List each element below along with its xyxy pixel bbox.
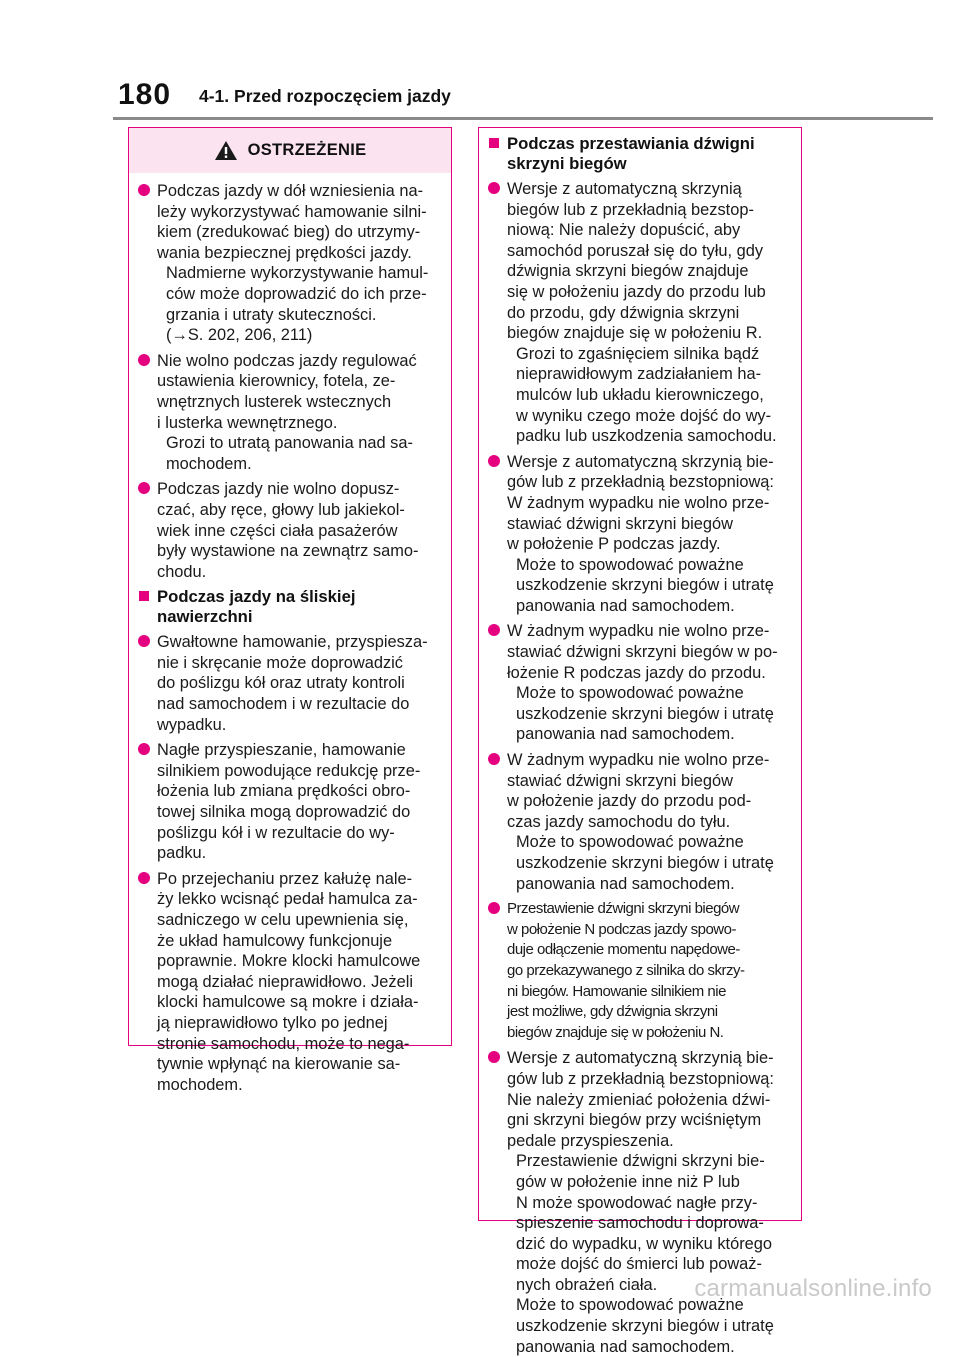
header-divider bbox=[113, 117, 933, 120]
bullet-dot-icon bbox=[488, 455, 500, 467]
warning-item bbox=[137, 740, 445, 864]
warning-text: Podczas jazdy w dół wzniesienia na- leży wykorzystywać hamowanie silni- kiem (zredukować bieg) do utrzymy- wania bezpiecznej prędkości jazdy. bbox=[157, 182, 427, 262]
warning-item bbox=[487, 899, 795, 1043]
warning-note: Grozi to zgaśnięciem silnika bądź nieprawidłowym zadziałaniem ha- mulców lub układu kierowniczego, w wyniku czego może dojść do wy- padku lub uszkodzenia samochodu. bbox=[516, 344, 777, 446]
bullet-dot-icon bbox=[488, 182, 500, 194]
bullet-dot-icon bbox=[138, 872, 150, 884]
warning-triangle-icon bbox=[214, 140, 238, 161]
bullet-dot-icon bbox=[488, 1051, 500, 1063]
section-title: 4-1. Przed rozpoczęciem jazdy bbox=[199, 86, 451, 106]
warning-title-bar bbox=[129, 128, 451, 173]
warning-note: Nadmierne wykorzystywanie hamul- ców może doprowadzić do ich prze- grzania i utraty skuteczności. (→S. 202, 206, 211) bbox=[166, 264, 429, 345]
bullet-dot-icon bbox=[138, 354, 150, 366]
bullet-dot-icon bbox=[138, 743, 150, 755]
warning-item bbox=[137, 632, 445, 735]
subheading bbox=[137, 587, 445, 627]
warning-item bbox=[137, 181, 445, 346]
warning-text: W żadnym wypadku nie wolno prze- stawiać dźwigni skrzyni biegów w po- łożenie R podczas jazdy do przodu. bbox=[507, 622, 778, 682]
warning-text: Przestawienie dźwigni skrzyni biegów w położenie N podczas jazdy spowo- duje odłączenie momentu napędowe- go przekazywanego z silnika do skrzy- ni biegów. Hamowanie silnikiem nie jest możliwe, gdy dźwignia skrzyni biegów znajduje się w położeniu N. bbox=[507, 900, 745, 1041]
warning-item bbox=[487, 750, 795, 894]
warning-box-right bbox=[478, 127, 802, 1356]
bullet-dot-icon bbox=[138, 184, 150, 196]
warning-text: Po przejechaniu przez kałużę nale- ży lekko wcisnąć pedał hamulca za- sadniczego w celu upewnienia się, że układ hamulcowy funkcjonuje poprawnie. Mokre klocki hamulcowe mogą działać nieprawidłowo. Jeżeli klocki hamulcowe są mokre i działa- ją nieprawidłowo tylko po jednej stronie samochodu, może to nega- tywnie wpłynąć na kierowanie sa- mochodem. bbox=[157, 869, 421, 1094]
warning-text: Wersje z automatyczną skrzynią biegów lub z przekładnią bezstop- niową: Nie należy dopuścić, aby samochód poruszał się do tyłu, gdy dźwignia skrzyni biegów znajduje się w położeniu jazdy do przodu lub do przodu, gdy dźwignia skrzyni biegów znajduje się w położeniu R. bbox=[507, 180, 766, 343]
warning-title: OSTRZEŻENIE bbox=[247, 141, 367, 159]
bullet-dot-icon bbox=[138, 635, 150, 647]
square-bullet-icon bbox=[139, 591, 149, 601]
watermark: carmanualsonline.info bbox=[694, 1275, 932, 1302]
bullet-dot-icon bbox=[488, 902, 500, 914]
subheading-text: Podczas jazdy na śliskiej nawierzchni bbox=[157, 587, 356, 627]
warning-text: Nagłe przyspieszanie, hamowanie silnikiem powodujące redukcję prze- łożenia lub zmiana prędkości obro- towej silnika mogą doprowadzić do poślizgu kół i w rezultacie do wy- padku. bbox=[157, 741, 421, 863]
warning-box-left bbox=[128, 127, 452, 1094]
warning-item bbox=[137, 351, 445, 475]
warning-item bbox=[137, 869, 445, 1096]
warning-item bbox=[487, 452, 795, 617]
bullet-dot-icon bbox=[138, 482, 150, 494]
subheading bbox=[487, 134, 795, 174]
warning-text: Gwałtowne hamowanie, przyspiesza- nie i skręcanie może doprowadzić do poślizgu kół oraz utraty kontroli nad samochodem i w rezultacie do wypadku. bbox=[157, 633, 428, 734]
warning-text: Podczas jazdy nie wolno dopusz- czać, aby ręce, głowy lub jakiekol- wiek inne części ciała pasażerów były wystawione na zewnątrz samo- chodu. bbox=[157, 480, 419, 581]
warning-text: Nie wolno podczas jazdy regulować ustawienia kierownicy, fotela, ze- wnętrznych lusterek wstecznych i lusterka wewnętrznego. bbox=[157, 351, 417, 432]
warning-note: Może to spowodować poważne uszkodzenie skrzyni biegów i utratę panowania nad samochodem. bbox=[516, 555, 774, 615]
warning-text: W żadnym wypadku nie wolno prze- stawiać dźwigni skrzyni biegów w położenie jazdy do przodu pod- czas jazdy samochodu do tyłu. bbox=[507, 751, 770, 831]
warning-note: Grozi to utratą panowania nad sa- mochodem. bbox=[166, 434, 413, 473]
warning-text: Wersje z automatyczną skrzynią bie- gów lub z przekładnią bezstopniową: W żadnym wypadku nie wolno prze- stawiać dźwigni skrzyni biegów w położenie P podczas jazdy. bbox=[507, 452, 774, 554]
square-bullet-icon bbox=[489, 138, 499, 148]
bullet-dot-icon bbox=[488, 624, 500, 636]
warning-item bbox=[487, 621, 795, 745]
bullet-dot-icon bbox=[488, 753, 500, 765]
warning-item bbox=[137, 479, 445, 582]
warning-item bbox=[487, 179, 795, 447]
warning-note: Przestawienie dźwigni skrzyni bie- gów w położenie inne niż P lub N może spowodować nagłe przy- spieszenie samochodu i doprowa- dzić do wypadku, w wyniku którego może dojść do śmierci lub poważ- nych obrażeń ciała. Może to spowodować poważne uszkodzenie skrzyni biegów i utratę panowania nad samochodem. bbox=[516, 1152, 774, 1356]
warning-item bbox=[487, 1048, 795, 1357]
warning-note: Może to spowodować poważne uszkodzenie skrzyni biegów i utratę panowania nad samochodem. bbox=[516, 684, 774, 744]
page-number: 180 bbox=[118, 78, 172, 111]
warning-text: Wersje z automatyczną skrzynią bie- gów lub z przekładnią bezstopniową: Nie należy zmieniać położenia dźwi- gni skrzyni biegów przy wciśniętym pedale przyspieszenia. bbox=[507, 1049, 774, 1150]
subheading-text: Podczas przestawiania dźwigni skrzyni biegów bbox=[507, 134, 755, 173]
warning-note: Może to spowodować poważne uszkodzenie skrzyni biegów i utratę panowania nad samochodem. bbox=[516, 833, 774, 893]
